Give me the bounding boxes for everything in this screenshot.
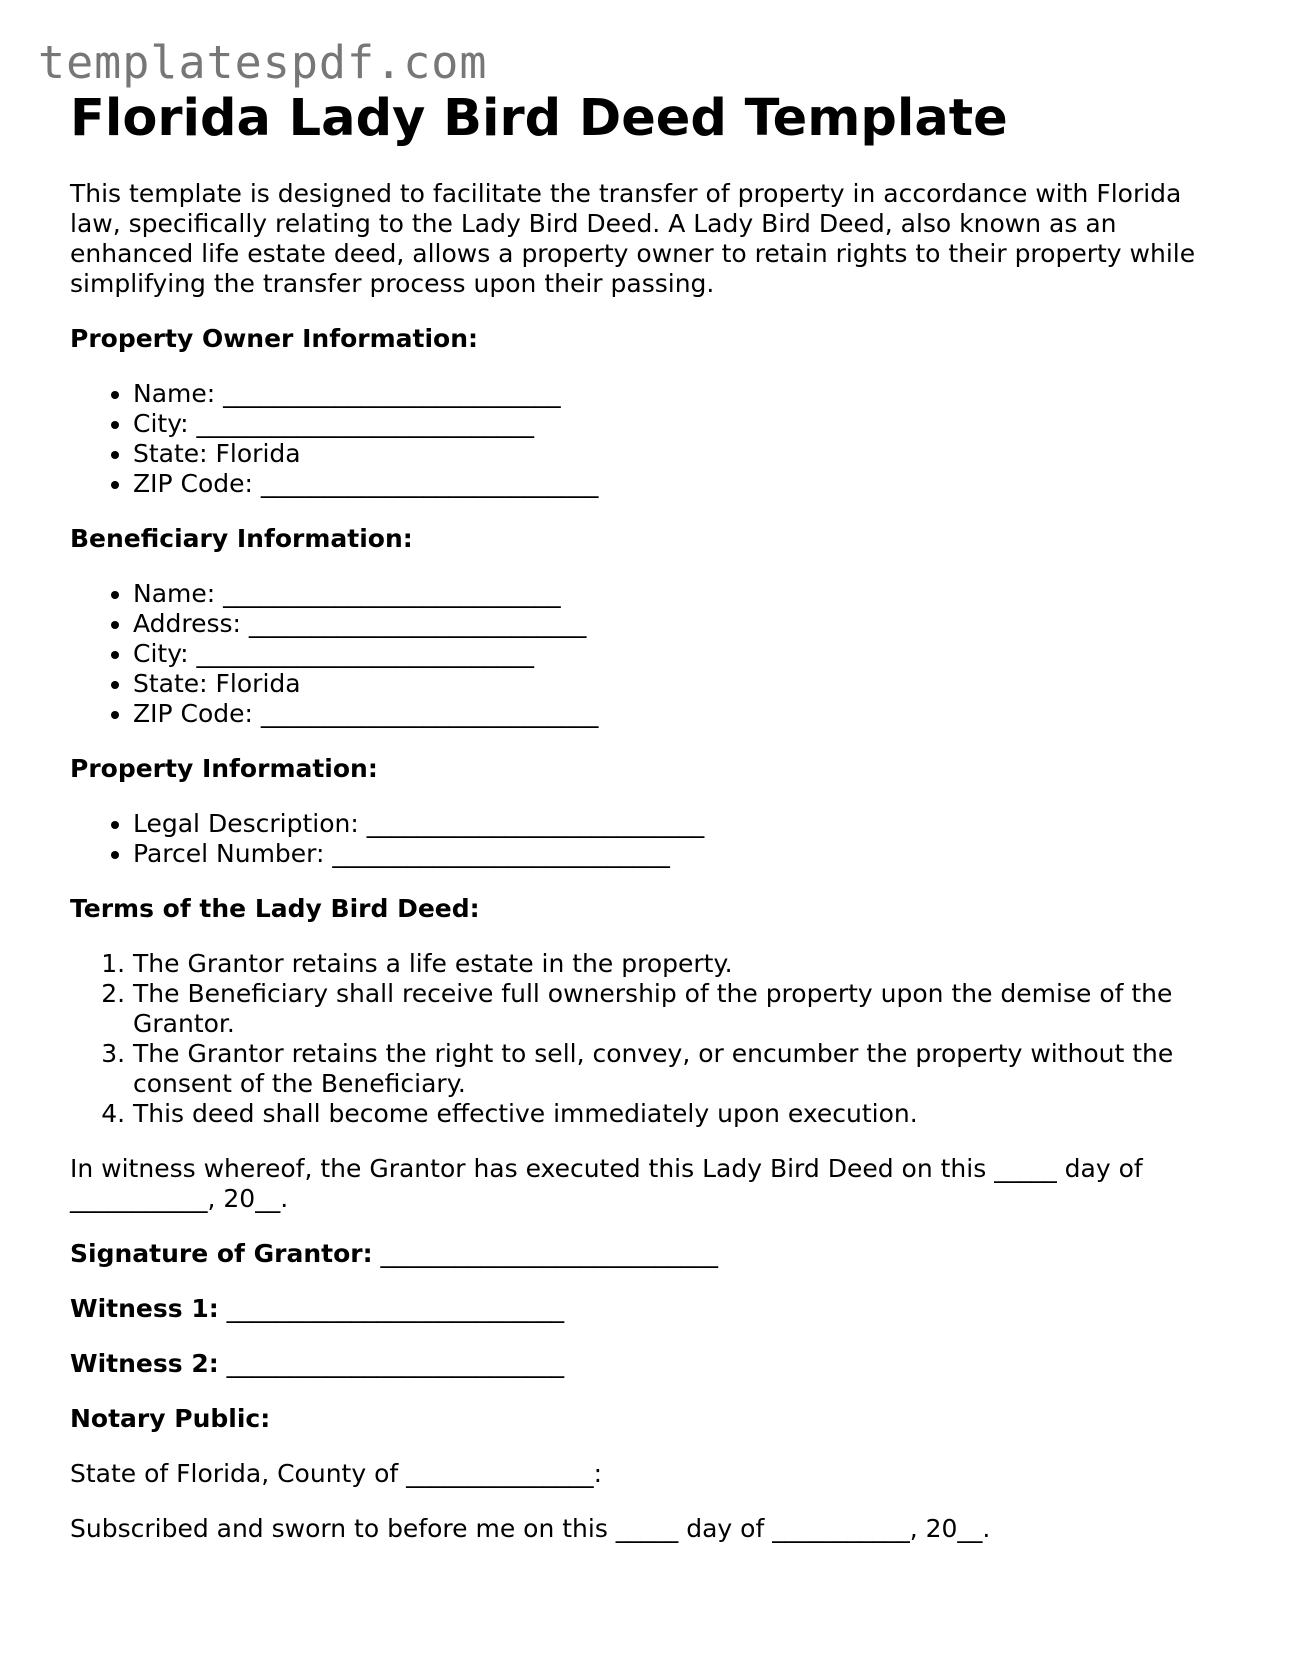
document-page [70,86,1230,1569]
beneficiary-list [70,579,1230,729]
beneficiary-name-field[interactable]: • Name: ___________________________ [133,579,1230,609]
term-item: 4. This deed shall become effective immediately upon execution. [133,1099,1230,1129]
beneficiary-zip-field[interactable]: • ZIP Code: ___________________________ [133,699,1230,729]
witness2-blank[interactable]: ___________________________ [218,1349,565,1378]
signature-line[interactable] [70,1239,1230,1269]
terms-heading: Terms of the Lady Bird Deed: [70,894,480,923]
notary-county[interactable]: State of Florida, County of _______________: [70,1459,603,1488]
signature-label: Signature of Grantor: [70,1239,373,1268]
property-list [70,809,1230,869]
owner-zip-field[interactable]: • ZIP Code: ___________________________ [133,469,1230,499]
signature-blank[interactable]: ___________________________ [372,1239,719,1268]
watermark: templatespdf.com [38,36,488,89]
witness2-line[interactable] [70,1349,1230,1379]
intro-paragraph: This template is designed to facilitate the transfer of property in accordance with Florida law, specifically relating to the Lady Bird Deed. A Lady Bird Deed, also known as an enhanced life estate deed, allows a property owner to retain rights to their property while simplifying the transfer process upon their passing. [70,179,1196,298]
term-item: 3. The Grantor retains the right to sell, convey, or encumber the property without the consent of the Beneficiary. [133,1039,1230,1099]
page-title: Florida Lady Bird Deed Template [70,89,1008,148]
beneficiary-state-field: • State: Florida [133,669,1230,699]
notary-sworn[interactable]: Subscribed and sworn to before me on this _____ day of ___________, 20__. [70,1514,991,1543]
parcel-number-field[interactable]: • Parcel Number: ___________________________ [133,839,1230,869]
legal-description-field[interactable]: • Legal Description: ___________________________ [133,809,1230,839]
notary-heading: Notary Public: [70,1404,271,1433]
witness2-label: Witness 2: [70,1349,219,1378]
witness1-line[interactable] [70,1294,1230,1324]
terms-list [70,949,1230,1129]
beneficiary-address-field[interactable]: • Address: ___________________________ [133,609,1230,639]
owner-heading: Property Owner Information: [70,324,478,353]
witness1-label: Witness 1: [70,1294,219,1323]
owner-city-field[interactable]: • City: ___________________________ [133,409,1230,439]
owner-list [70,379,1230,499]
witness-statement: In witness whereof, the Grantor has executed this Lady Bird Deed on this _____ day of ___________, 20__. [70,1154,1143,1213]
beneficiary-heading: Beneficiary Information: [70,524,413,553]
owner-state-field: • State: Florida [133,439,1230,469]
term-item: 1. The Grantor retains a life estate in the property. [133,949,1230,979]
beneficiary-city-field[interactable]: • City: ___________________________ [133,639,1230,669]
property-heading: Property Information: [70,754,378,783]
owner-name-field[interactable]: • Name: ___________________________ [133,379,1230,409]
witness1-blank[interactable]: ___________________________ [218,1294,565,1323]
term-item: 2. The Beneficiary shall receive full ownership of the property upon the demise of the Grantor. [133,979,1230,1039]
